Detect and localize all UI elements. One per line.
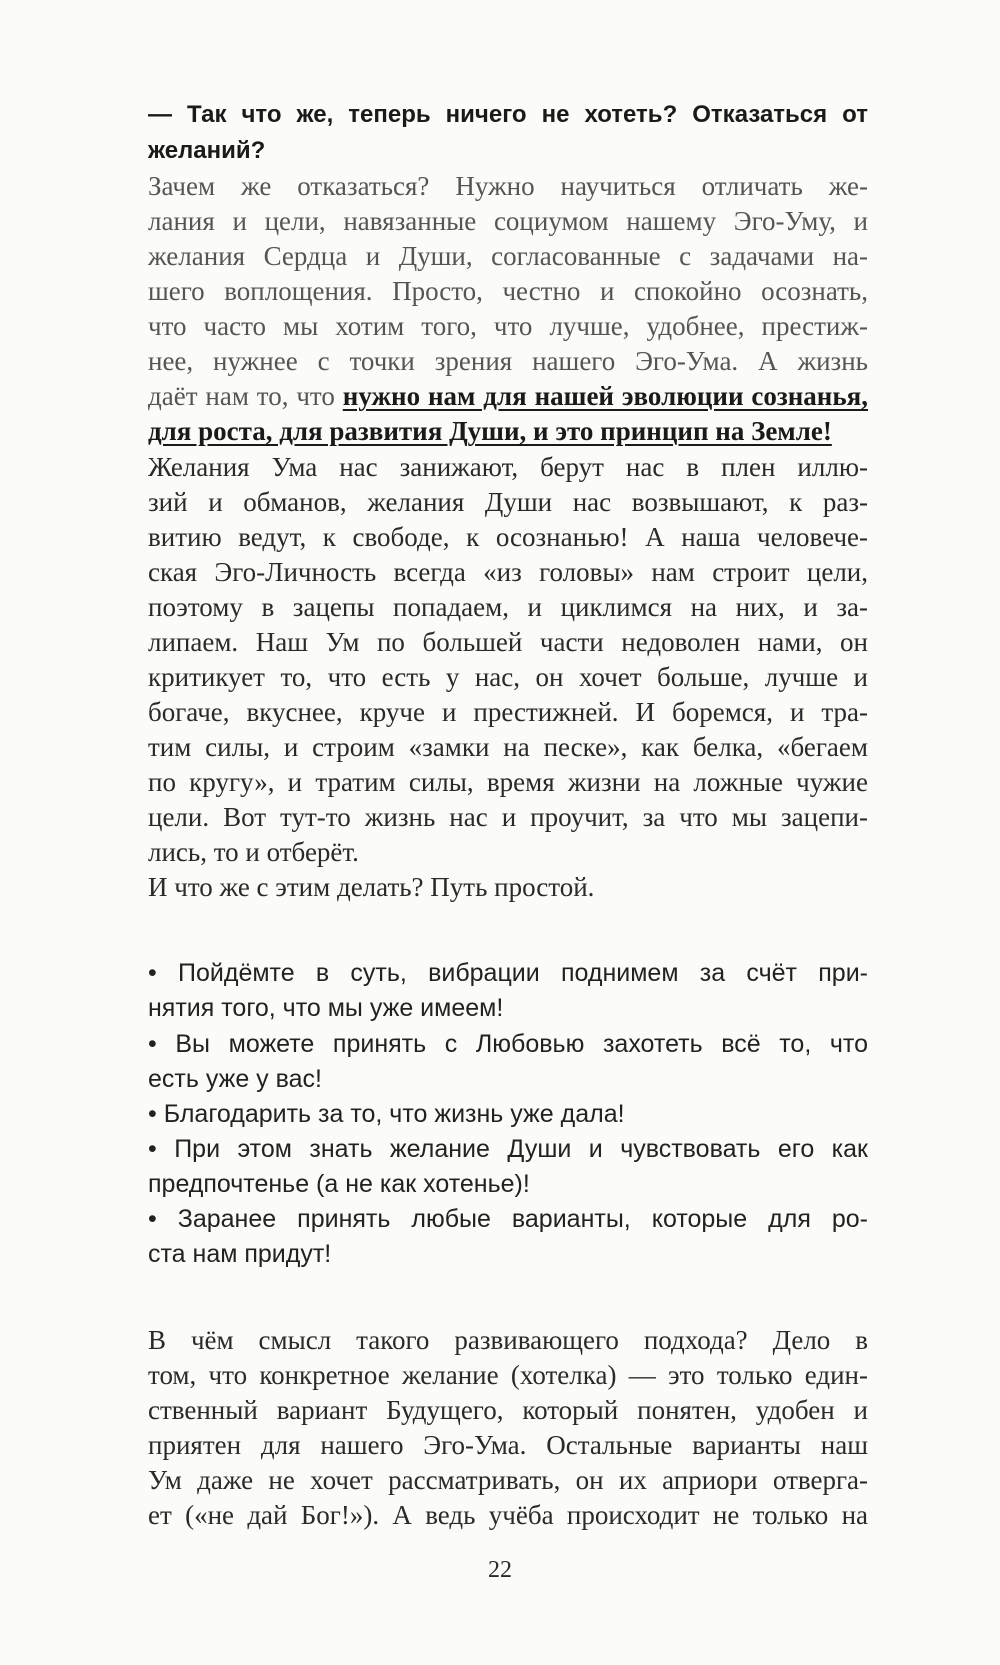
paragraph-1-line-7-plain: даёт нам то, что bbox=[148, 381, 343, 411]
paragraph-2-line-7: критикует то, что есть у нас, он хочет больше, лучше и bbox=[148, 662, 868, 692]
bullet-5-line-2: ста нам придут! bbox=[148, 1240, 332, 1268]
paragraph-4-line-1: В чём смысл такого развивающего подхода? Дело в bbox=[148, 1325, 868, 1355]
paragraph-2-line-2: зий и обманов, желания Души нас возвышают, к раз- bbox=[148, 487, 868, 517]
paragraph-1-line-1: Зачем же отказаться? Нужно научиться отличать же- bbox=[148, 171, 868, 201]
paragraph-1-line-6: нее, нужнее с точки зрения нашего Эго-Ума. А жизнь bbox=[148, 346, 868, 376]
paragraph-4-line-2: том, что конкретное желание (хотелка) — это только един- bbox=[148, 1360, 868, 1390]
paragraph-4-line-4: приятен для нашего Эго-Ума. Остальные варианты наш bbox=[148, 1430, 868, 1460]
paragraph-1-line-5: что часто мы хотим того, что лучше, удобнее, престиж- bbox=[148, 311, 868, 341]
paragraph-2-line-3: витию ведут, к свободе, к осознанью! А наша человече- bbox=[148, 522, 868, 552]
paragraph-1-line-4: шего воплощения. Просто, честно и спокойно осознать, bbox=[148, 276, 868, 306]
paragraph-2-line-5: поэтому в зацепы попадаем, и циклимся на них, и за- bbox=[148, 592, 868, 622]
paragraph-2-line-9: тим силы, и строим «замки на песке», как белка, «бегаем bbox=[148, 732, 868, 762]
bullet-2-line-2: есть уже у вас! bbox=[148, 1065, 322, 1093]
paragraph-4-line-5: Ум даже не хочет рассматривать, он их априори отверга- bbox=[148, 1465, 868, 1495]
paragraph-2-line-8: богаче, вкуснее, круче и престижней. И боремся, и тра- bbox=[148, 697, 868, 727]
paragraph-2-line-10: по кругу», и тратим силы, время жизни на ложные чужие bbox=[148, 767, 868, 797]
paragraph-1-line-8-emphasis: для роста, для развития Души, и это принцип на Земле! bbox=[148, 416, 832, 446]
bullet-1-line-2: нятия того, что мы уже имеем! bbox=[148, 994, 504, 1022]
bullet-4-line-2: предпочтенье (а не как хотенье)! bbox=[148, 1170, 530, 1198]
paragraph-2-line-12: лись, то и отберёт. bbox=[148, 837, 359, 867]
bullet-2-line-1: • Вы можете принять с Любовью захотеть всё то, что bbox=[148, 1030, 868, 1058]
question-line-2: желаний? bbox=[148, 137, 266, 164]
question-line-1: — Так что же, теперь ничего не хотеть? Отказаться от bbox=[148, 101, 868, 128]
paragraph-2-line-4: ская Эго-Личность всегда «из головы» нам строит цели, bbox=[148, 557, 868, 587]
bullet-1-line-1: • Пойдёмте в суть, вибрации поднимем за счёт при- bbox=[148, 959, 868, 987]
paragraph-4-line-3: ственный вариант Будущего, который понятен, удобен и bbox=[148, 1395, 868, 1425]
paragraph-2-line-1: Желания Ума нас занижают, берут нас в плен иллю- bbox=[148, 452, 868, 482]
paragraph-1-line-7 bbox=[148, 378, 868, 414]
bullet-3-line-1: • Благодарить за то, что жизнь уже дала! bbox=[148, 1100, 625, 1128]
paragraph-3-line-1: И что же с этим делать? Путь простой. bbox=[148, 872, 595, 902]
paragraph-1-line-3: желания Сердца и Души, согласованные с задачами на- bbox=[148, 241, 868, 271]
bullet-4-line-1: • При этом знать желание Души и чувствовать его как bbox=[148, 1135, 868, 1163]
paragraph-4-line-6: ет («не дай Бог!»). А ведь учёба происходит не только на bbox=[148, 1500, 868, 1530]
paragraph-1-line-2: лания и цели, навязанные социумом нашему Эго-Уму, и bbox=[148, 206, 868, 236]
bullet-5-line-1: • Заранее принять любые варианты, которые для ро- bbox=[148, 1205, 868, 1233]
paragraph-2-line-6: липаем. Наш Ум по большей части недоволен нами, он bbox=[148, 627, 868, 657]
paragraph-1-line-7-emphasis: нужно нам для нашей эволюции сознанья, bbox=[342, 381, 868, 411]
page-number: 22 bbox=[488, 1557, 512, 1583]
paragraph-2-line-11: цели. Вот тут-то жизнь нас и проучит, за что мы зацепи- bbox=[148, 802, 868, 832]
